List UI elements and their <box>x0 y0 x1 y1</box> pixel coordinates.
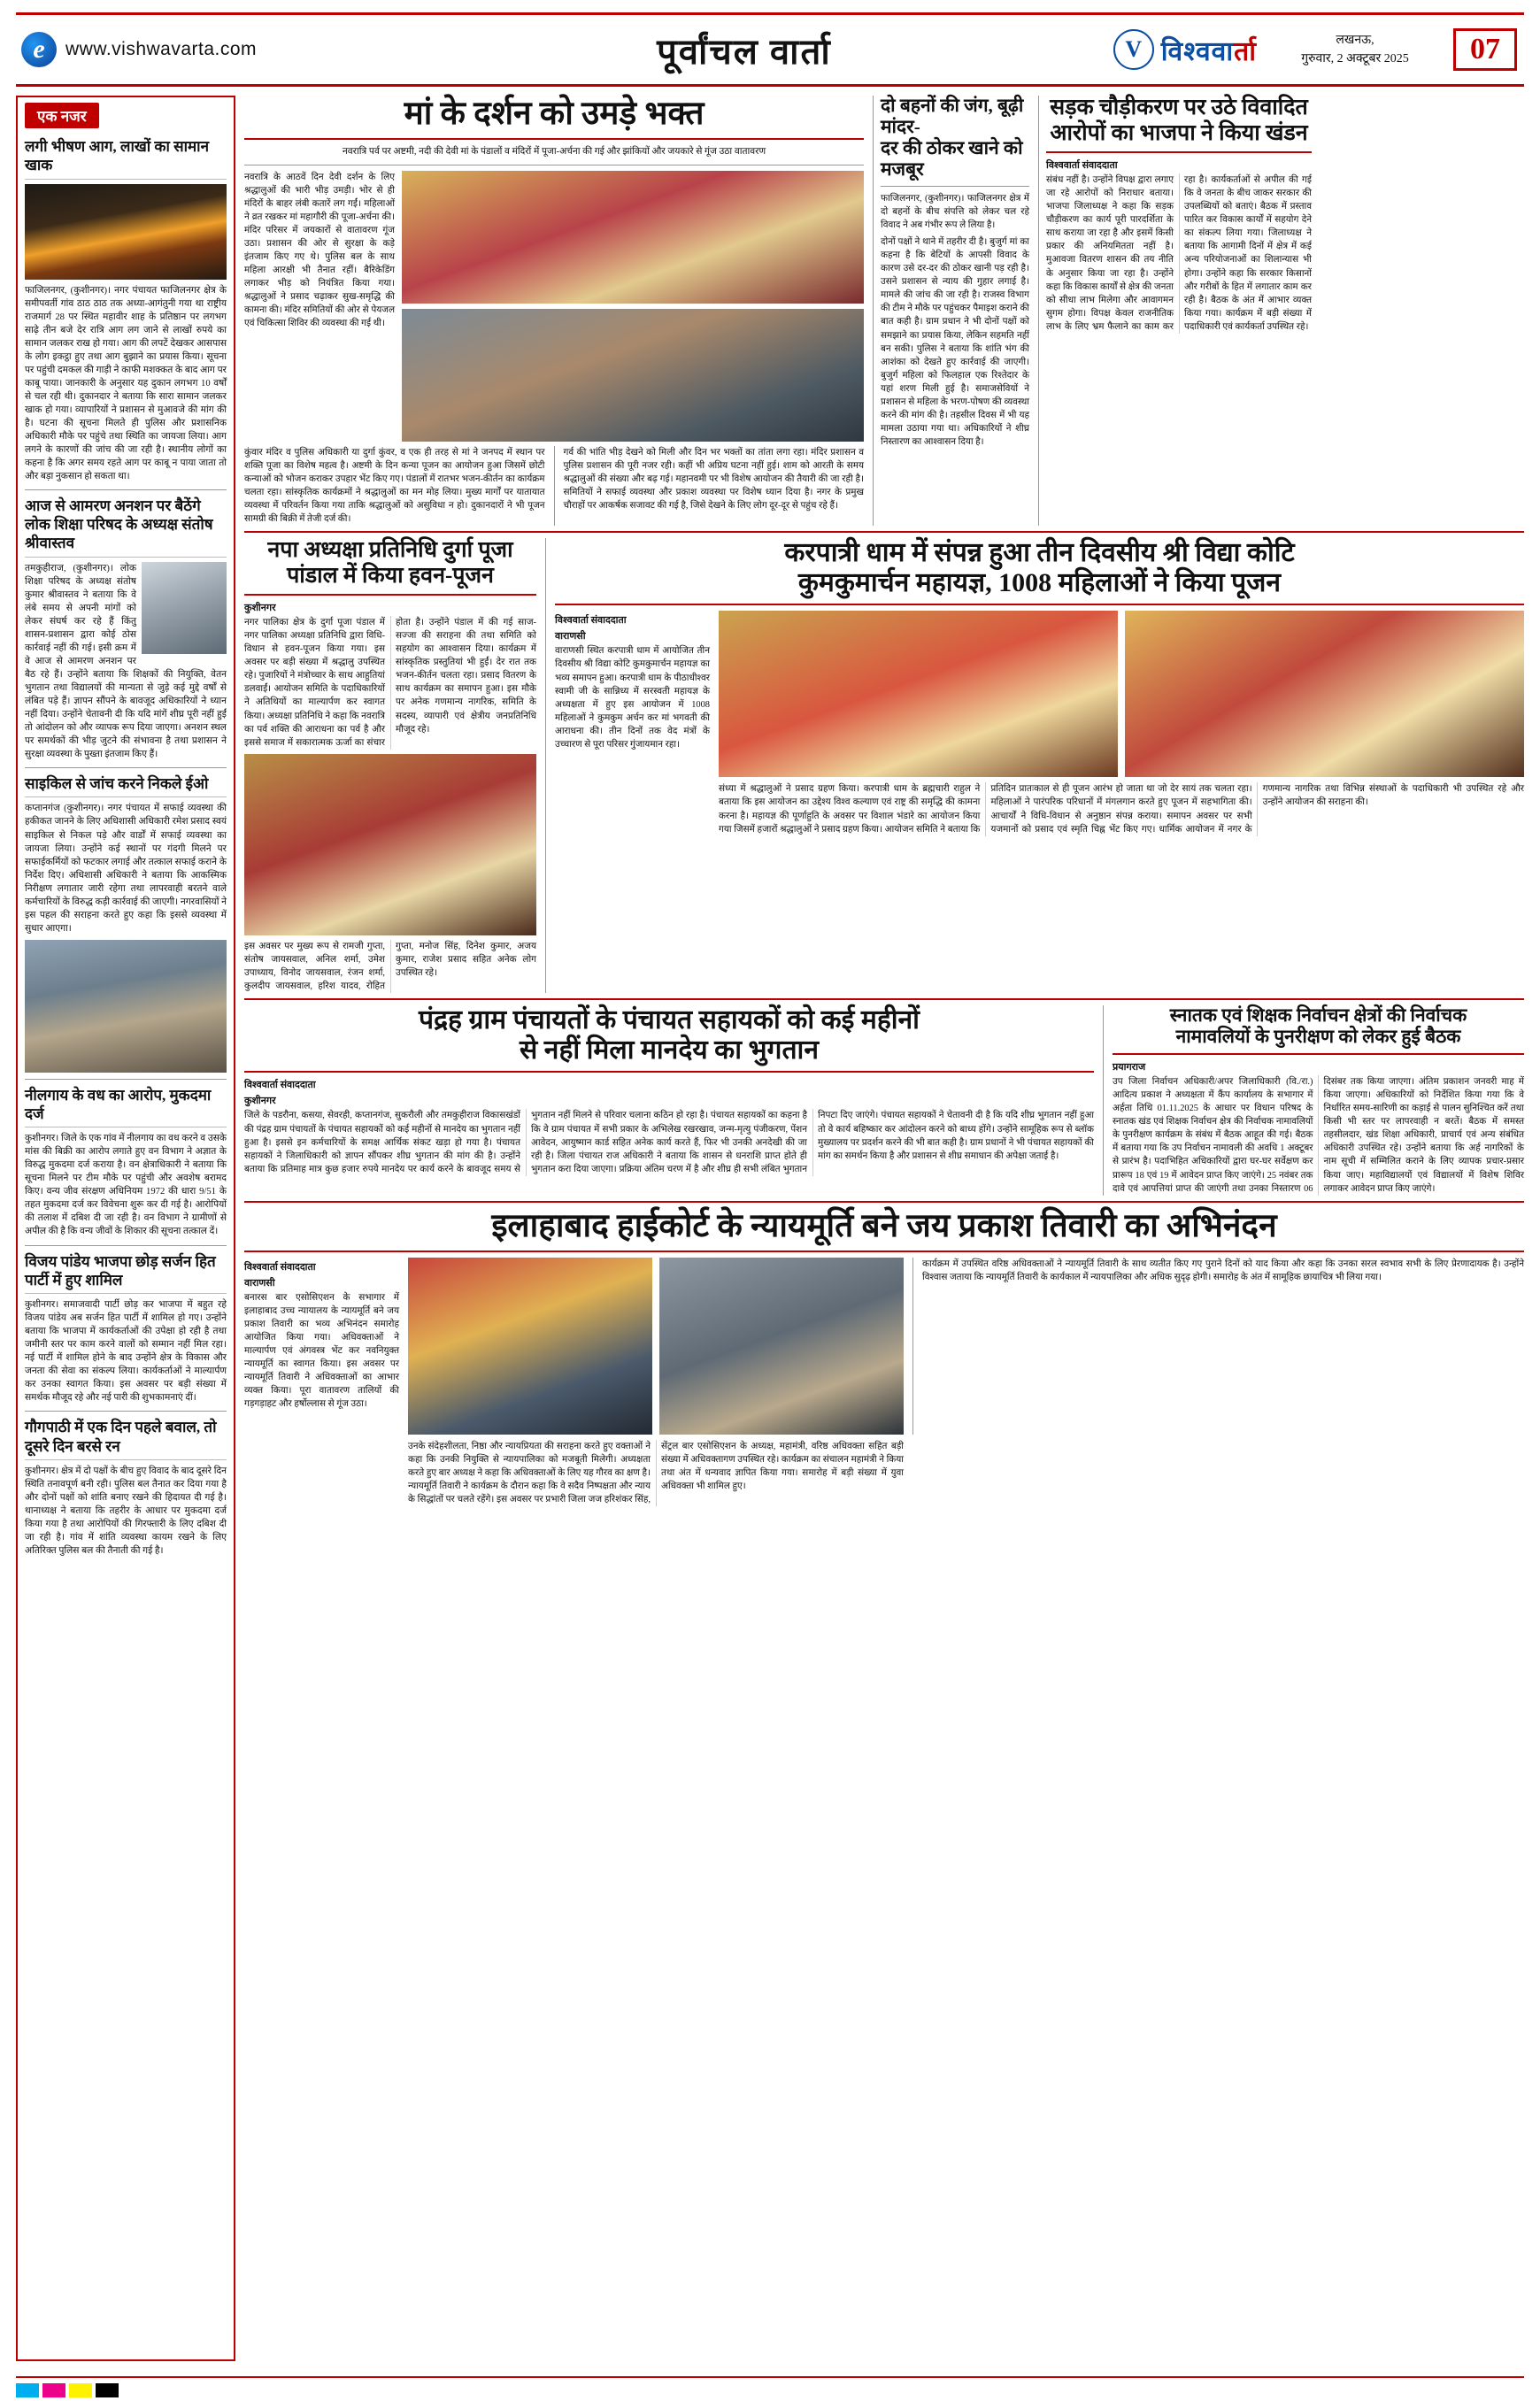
brand-name <box>1161 32 1257 68</box>
brief-item <box>25 496 227 761</box>
row-middle <box>244 538 1524 993</box>
story-names: इस अवसर पर मुख्य रूप से रामजी गुप्ता, संतोष जायसवाल, अनिल शर्मा, उमेश उपाध्याय, विनोद जायसवाल, रंजन शर्मा, कुलदीप जायसवाल, हरिश यादव, रोहित गुप्ता, मनोज सिंह, दिनेश कुमार, अजय कुमार, राजेश प्रसाद सहित अनेक लोग उपस्थित रहे। <box>244 941 536 992</box>
rule <box>244 1201 1524 1203</box>
website-url[interactable]: www.vishwavarta.com <box>65 39 258 59</box>
story-headline-line1: सड़क चौड़ीकरण पर उठे विवादित <box>1050 96 1308 119</box>
story-body-col3: इस अवसर पर प्रभारी जिला जज हरिशंकर सिंह, सेंट्रल बार एसोसिएशन के अध्यक्ष, महामंत्री, वरिष्ठ अधिवक्ता सहित बड़ी संख्या में अधिवक्तागण उपस्थित रहे। कार्यक्रम का संचालन महामंत्री ने किया तथा अंत में धन्यवाद ज्ञापित किया गया। समारोह में बड़ी संख्या में युवा अधिवक्ता भी शामिल हुए। <box>496 1441 904 1505</box>
highcourt-story <box>244 1208 1524 1507</box>
divider <box>25 767 227 768</box>
rule <box>555 604 1524 605</box>
story-body: संबंध नहीं है। उन्होंने विपक्ष द्वारा लगाए जा रहे आरोपों को निराधार बताया। भाजपा जिलाध्यक्ष ने कहा कि सड़क चौड़ीकरण का कार्य पूरी पारदर्शिता के साथ कराया जा रहा है और इसमें किसी प्रकार की अनियमितता नहीं है। मुआवजा वितरण शासन की तय नीति के अनुसार किया जा रहा है। उन्होंने कहा कि विकास कार्यों से क्षेत्र की जनता को सीधा लाभ मिलेगा और आवागमन सुगम होगा। विपक्ष केवल राजनीतिक लाभ के लिए भ्रम फैलाने का काम कर रहा है। कार्यकर्ताओं से अपील की गई कि वे जनता के बीच जाकर सरकार की उपलब्धियों को बताएं। बैठक में प्रस्ताव पारित कर विकास कार्यों में सहयोग देने का संकल्प लिया गया। जिलाध्यक्ष ने बताया कि आगामी दिनों में क्षेत्र में कई अन्य परियोजनाओं का शिलान्यास भी होगा। उन्होंने कहा कि सरकार किसानों और गरीबों के हित में लगातार काम कर रही है। बैठक के अंत में आभार व्यक्त किया गया। कार्यक्रम में बड़ी संख्या में पदाधिकारी एवं कार्यकर्ता उपस्थित रहे। <box>1046 175 1312 332</box>
story-headline-line1: करपात्री धाम में संपन्न हुआ तीन दिवसीय श्री विद्या कोटि <box>784 538 1295 567</box>
brand-name-part2: र्ता <box>1234 36 1257 66</box>
story-byline: फाजिलनगर, (कुशीनगर)। फाजिलनगर क्षेत्र में दो बहनों के बीच संपत्ति को लेकर चल रहे विवाद ने अब गंभीर रूप ले लिया है। <box>881 193 1029 230</box>
rule <box>244 531 1524 533</box>
story-body-col2: संध्या में श्रद्धालुओं ने प्रसाद ग्रहण किया। करपात्री धाम के ब्रह्मचारी राहुल ने बताया कि इस आयोजन का उद्देश्य विश्व कल्याण एवं राष्ट्र की समृद्धि की कामना करना है। महायज्ञ की पूर्णाहुति के अवसर पर विशाल भंडारे का आयोजन किया गया जिसमें हजारों श्रद्धालुओं ने प्रसाद ग्रहण किया। आयोजन समिति ने बताया कि प्रतिदिन प्रातःकाल से ही पूजन आरंभ हो जाता था जो देर सायं तक चलता रहा। <box>719 784 1252 835</box>
story-body-col1: वाराणसी स्थित करपात्री धाम में आयोजित तीन दिवसीय श्री विद्या कोटि कुमकुमार्चन महायज्ञ का भव्य समापन हुआ। करपात्री धाम के पीठाधीश्वर स्वामी जी के सान्निध्य में सरस्वती महायज्ञ के अध्यक्षता में हुए इस आयोजन में 1008 महिलाओं ने कुमकुम अर्चन कर मां भगवती की आराधना की। तीन दिनों तक वेद मंत्रों के उच्चारण से पूरा परिसर गुंजायमान रहा। <box>555 646 710 750</box>
ek-nazar-badge: एक नजर <box>25 103 99 128</box>
story-headline-line2: आरोपों का भाजपा ने किया खंडन <box>1050 120 1308 145</box>
rule <box>1113 1053 1524 1055</box>
crowd-photo <box>402 309 864 442</box>
story-byline: विश्ववार्ता संवाददाता <box>244 1080 316 1091</box>
masthead-right <box>1113 28 1519 71</box>
rule <box>244 998 1524 1000</box>
stage-photo <box>408 1258 652 1435</box>
cmyk-black <box>96 2383 119 2397</box>
story-body-rest <box>719 782 1524 835</box>
voter-roll-story <box>1103 1005 1524 1196</box>
place-label: लखनऊ, <box>1336 34 1374 47</box>
brief-headline: विजय पांडेय भाजपा छोड़ सर्जन हित पार्टी में हुए शामिल <box>25 1252 227 1295</box>
divider <box>25 1411 227 1412</box>
story-headline-line1: स्नातक एवं शिक्षक निर्वाचन क्षेत्रों की निर्वाचक <box>1169 1004 1467 1027</box>
lead-headline: मां के दर्शन को उमड़े भक्त <box>404 96 705 132</box>
story-headline-line1: दो बहनों की जंग, बूढ़ी मांदर- <box>881 95 1024 137</box>
epaper-logo-icon: e <box>21 32 57 67</box>
story-body: दोनों पक्षों ने थाने में तहरीर दी है। बुजुर्ग मां का कहना है कि बेटियों के आपसी विवाद के कारण उसे दर-दर की ठोकर खानी पड़ रही है। उसने प्रशासन से न्याय की गुहार लगाई है। मामले की जांच की जा रही है। राजस्व विभाग की टीम ने मौके पर पहुंचकर पैमाइश कराने की बात कही है। ग्राम प्रधान ने भी दोनों पक्षों को समझाने का प्रयास किया, लेकिन सहमति नहीं बन सकी। पुलिस ने बताया कि शांति भंग की आशंका को देखते हुए कार्रवाई की जाएगी। बुजुर्ग महिला को फिलहाल एक रिश्तेदार के यहां शरण मिली हुई है। समाजसेवियों ने प्रशासन से महिला के भरण-पोषण की व्यवस्था करने की मांग की है। तहसील दिवस में भी यह मामला उठाया गया था। अधिकारियों ने शीघ्र निस्तारण का आश्वासन दिया है। <box>881 236 1029 448</box>
temple-photo <box>402 171 864 304</box>
story-body-col2: उनके संदेहशीलता, निष्ठा और न्यायप्रियता की सराहना करते हुए वक्ताओं ने कहा कि उनकी नियुक्ति से न्यायपालिका को मजबूती मिलेगी। अध्यक्षता करते हुए बार अध्यक्ष ने कहा कि अधिवक्ताओं के लिए यह गौरव का क्षण है। न्यायमूर्ति तिवारी ने कार्यक्रम के दौरान कहा कि वे सदैव निष्पक्षता और न्याय के सिद्धांतों पर चलते रहेंगे। <box>408 1441 651 1505</box>
story-dateline: वाराणसी <box>244 1277 275 1289</box>
brand-block <box>1113 29 1257 70</box>
story-dateline: कुशीनगर <box>244 1096 276 1107</box>
page-content <box>16 96 1524 2361</box>
story-body-col3: महिलाओं ने पारंपरिक परिधानों में मंगलगान करते हुए पूजन में सहभागिता की। आचार्यों ने विधि-विधान से अनुष्ठान संपन्न कराया। समापन अवसर पर सभी यजमानों को प्रसाद एवं स्मृति चिह्न भेंट किए गए। धार्मिक आयोजन में नगर के गणमान्य नागरिक तथा विभिन्न संस्थाओं के पदाधिकारी भी उपस्थित रहे और उन्होंने आयोजन की सराहना की। <box>990 784 1524 835</box>
yagna-photo-1 <box>719 611 1118 777</box>
rule <box>244 594 536 596</box>
portrait-photo <box>142 562 227 654</box>
brief-headline: साइकिल से जांच करने निकले ईओ <box>25 774 227 797</box>
hawan-photo <box>244 754 536 935</box>
masthead <box>16 12 1524 87</box>
road-widening-story <box>1038 96 1312 526</box>
fire-photo <box>25 184 227 280</box>
story-body: उप जिला निर्वाचन अधिकारी/अपर जिलाधिकारी (वि./रा.) आदित्य प्रकाश ने अध्यक्षता में कैंप कार्यालय के सभागार में अर्हता तिथि 01.11.2025 के आधार पर विधान परिषद के स्नातक खंड एवं शिक्षक निर्वाचन क्षेत्र की निर्वाचक नामावलियों के पुनरीक्षण कार्यक्रम के संबंध में बैठक आहूत की गई। बैठक में बताया गया कि उप निर्वाचन नामावली की अवधि 1 अक्टूबर से प्रारंभ है। पदाभिहित अधिकारियों द्वारा घर-घर सर्वेक्षण कर प्रारूप 18 एवं 19 में आवेदन प्राप्त किए जाएंगे। 25 नवंबर तक दावे एवं आपत्तियां प्राप्त की जाएंगी तथा उनका निस्तारण 06 दिसंबर तक किया जाएगा। अंतिम प्रकाशन जनवरी माह में किया जाएगा। अधिकारियों को निर्देशित किया गया कि वे निर्धारित समय-सारिणी का कड़ाई से पालन सुनिश्चित करें तथा किसी भी स्तर पर लापरवाही न बरतें। बैठक में समस्त तहसीलदार, खंड शिक्षा अधिकारी, प्राचार्य एवं अन्य संबंधित अधिकारी उपस्थित रहे। उन्होंने बताया कि अर्ह नागरिकों के नाम सूची में सम्मिलित कराने के लिए व्यापक प्रचार-प्रसार किया जाए। महाविद्यालयों एवं विद्यालयों में विशेष शिविर लगाकर आवेदन प्राप्त किए जाएंगे। <box>1113 1076 1524 1194</box>
lead-body-col1: नवरात्रि के आठवें दिन देवी दर्शन के लिए श्रद्धालुओं की भारी भीड़ उमड़ी। भोर से ही मंदिरों के बाहर लंबी कतारें लग गईं। महिलाओं ने व्रत रखकर मां महागौरी की पूजा-अर्चना की। मंदिर परिसर में जयकारों से वातावरण गूंज उठा। प्रशासन की ओर से सुरक्षा के कड़े इंतजाम किए गए थे। पुलिस बल के साथ महिला आरक्षी भी तैनात रहीं। बैरिकेडिंग लगाकर भीड़ को नियंत्रित किया गया। श्रद्धालुओं ने प्रसाद चढ़ाकर सुख-समृद्धि की कामना की। मंदिर समितियों की ओर से पेयजल एवं चिकित्सा शिविर की व्यवस्था की गई थी। <box>244 172 395 329</box>
story-headline-line2: पांडाल में किया हवन-पूजन <box>287 563 494 588</box>
brief-headline: गौगपाठी में एक दिन पहले बवाल, तो दूसरे दिन बरसे रन <box>25 1418 227 1460</box>
brief-headline: आज से आमरण अनशन पर बैठेंगे लोक शिक्षा परिषद के अध्यक्ष संतोष श्रीवास्तव <box>25 496 227 558</box>
footer-rule <box>16 2376 1524 2378</box>
story-headline-line2: कुमकुमार्चन महायज्ञ, 1008 महिलाओं ने किया पूजन <box>797 568 1282 598</box>
masthead-center <box>375 26 1113 74</box>
rule <box>244 138 864 140</box>
brief-item <box>25 1418 227 1558</box>
main-column <box>244 96 1524 2361</box>
cmyk-cyan <box>16 2383 39 2397</box>
brief-body: कुशीनगर। क्षेत्र में दो पक्षों के बीच हुए विवाद के बाद दूसरे दिन स्थिति तनावपूर्ण बनी रही। पुलिस बल तैनात कर दिया गया है और दोनों पक्षों को शांति बनाए रखने की हिदायत दी गई है। थानाध्यक्ष ने बताया कि तहरीर के आधार पर मुकदमा दर्ज किया गया है तथा आरोपियों की गिरफ्तारी के लिए दबिश दी जा रही है। गांव में शांति व्यवस्था कायम रखने के लिए अतिरिक्त पुलिस बल की तैनाती की गई है। <box>25 1466 227 1556</box>
cmyk-yellow <box>69 2383 92 2397</box>
story-byline: कुशीनगर <box>244 603 276 613</box>
section-title: पूर्वांचल वार्ता <box>657 31 832 72</box>
story-body-col4: कार्यक्रम में उपस्थित वरिष्ठ अधिवक्ताओं ने न्यायमूर्ति तिवारी के साथ व्यतीत किए गए पुराने दिनों को याद किया और कहा कि उनका सरल स्वभाव सभी के लिए प्रेरणादायक है। उन्होंने विश्वास जताया कि न्यायमूर्ति तिवारी के कार्यकाल में न्यायपालिका और अधिक सुदृढ़ होगी। समारोह के अंत में सामूहिक छायाचित्र भी लिया गया। <box>922 1258 1524 1282</box>
story-byline: विश्ववार्ता संवाददाता <box>555 615 627 627</box>
row-top <box>244 96 1524 526</box>
lead-story <box>244 96 864 526</box>
rule <box>1046 151 1312 153</box>
story-headline: इलाहाबाद हाईकोर्ट के न्यायमूर्ति बने जय प्रकाश तिवारी का अभिनंदन <box>491 1207 1277 1244</box>
story-headline-line2: से नहीं मिला मानदेय का भुगतान <box>520 1035 819 1066</box>
brand-logo-icon: V <box>1113 29 1154 70</box>
divider <box>25 1079 227 1080</box>
audience-photo <box>659 1258 904 1435</box>
story-body-lower <box>408 1440 904 1506</box>
story-headline-line1: नपा अध्यक्षा प्रतिनिधि दुर्गा पूजा <box>267 538 513 562</box>
story-byline: विश्ववार्ता संवाददाता <box>1046 160 1118 171</box>
story-dateline: वाराणसी <box>555 631 586 643</box>
brief-body: फाजिलनगर, (कुशीनगर)। नगर पंचायत फाजिलनगर क्षेत्र के समीपवर्ती गांव ठाठ ठाठ तक अध्या-आगंतुनी गया था राष्ट्रीय राजमार्ग 28 पर स्थित महावीर शाह के प्रतिष्ठान पर लगभग साढ़े तीन बजे देर रात्रि आग लग जाने से लाखों रुपये का सामान जलकर राख हो गया। आग की लपटें देखकर आसपास के लोग इकट्ठा हुए तथा आग बुझाने का प्रयास किया। सूचना पर पहुंची दमकल की गाड़ी ने काफी मशक्कत के बाद आग पर काबू पाया। जानकारी के अनुसार यह दुकान लगभग 10 वर्षों से चल रही थी। दुकानदार ने बताया कि सारा सामान जलकर खाक हो गया। व्यापारियों ने प्रशासन से मुआवजे की मांग की है। घटना की सूचना मिलते ही पुलिस और प्रशासनिक अधिकारी मौके पर पहुंचे तथा स्थिति का जायजा लिया। आग लगने के कारणों की जांच की जा रही है। स्थानीय लोगों का कहना है कि अगर समय रहते आग पर काबू न पाया जाता तो और बड़ा नुकसान हो सकता था। <box>25 285 227 481</box>
date-label: गुरुवार, 2 अक्टूबर 2025 <box>1301 52 1409 65</box>
brief-item <box>25 1086 227 1239</box>
row-third <box>244 1005 1524 1196</box>
brief-item <box>25 774 227 1073</box>
cmyk-registration-bar <box>16 2383 119 2397</box>
lead-body-col3: गर्व की भांति भीड़ देखने को मिली और दिन भर भक्तों का तांता लगा रहा। मंदिर प्रशासन व पुलिस प्रशासन की पूरी नजर रही। कहीं भी अप्रिय घटना नहीं हुई। शाम को आरती के समय श्रद्धालुओं की संख्या और बढ़ गई। महानवमी पर भी विशेष आयोजन की तैयारी की जा रही है। समितियों ने सफाई व्यवस्था और प्रकाश व्यवस्था पर विशेष ध्यान दिया है। नगर के प्रमुख चौराहों पर आकर्षक सजावट की गई है, जिसे देखने के लिए लोग दूर-दूर से पहुंच रहे हैं। <box>563 447 864 511</box>
brief-body: कुशीनगर। जिले के एक गांव में नीलगाय का वध करने व उसके मांस की बिक्री का आरोप लगाते हुए वन विभाग ने अज्ञात के विरुद्ध मुकदमा दर्ज कराया है। वन क्षेत्राधिकारी ने बताया कि सूचना मिलने पर टीम मौके पर पहुंची और अवशेष बरामद किए। वन्य जीव संरक्षण अधिनियम 1972 की धारा 9/51 के तहत मुकदमा दर्ज कर विवेचना शुरू कर दी गई है। आरोपियों की तलाश में दबिश दी जा रही है। वन विभाग ने ग्रामीणों से अपील की है कि वन्य जीवों के शिकार की सूचना तत्काल दें। <box>25 1134 227 1237</box>
brand-name-part1: विश्ववा <box>1160 36 1235 66</box>
brief-body: कुशीनगर। समाजवादी पार्टी छोड़ कर भाजपा में बहुत रहे विजय पांडेय अब सर्जन हित पार्टी में शामिल हो गए। उन्होंने बताया कि भाजपा में कार्यकर्ताओं की उपेक्षा हो रही है तथा जमीनी स्तर पर काम करने वालों को सम्मान नहीं मिल रहा। नई पार्टी में शामिल होने के बाद उन्होंने क्षेत्र के विकास और जनता की सेवा का संकल्प लिया। कार्यकर्ताओं ने माल्यार्पण कर उनका स्वागत किया। इस अवसर पर बड़ी संख्या में समर्थक मौजूद रहे और नई पारी की शुभकामनाएं दीं। <box>25 1300 227 1404</box>
story-headline-line1: पंद्रह ग्राम पंचायतों के पंचायत सहायकों को कई महीनों <box>419 1005 920 1035</box>
masthead-left <box>21 32 375 67</box>
divider <box>25 1245 227 1246</box>
story-byline: प्रयागराज <box>1113 1061 1146 1073</box>
yagna-photo-2 <box>1125 611 1524 777</box>
cmyk-magenta <box>42 2383 65 2397</box>
brief-item <box>25 137 227 483</box>
brief-body: तमकुहीराज, (कुशीनगर)। लोक शिक्षा परिषद के अध्यक्ष संतोष कुमार श्रीवास्तव ने बताया कि वे लंबे समय से अपनी मांगों को लेकर संघर्ष कर रहे हैं किंतु शासन-प्रशासन द्वारा कोई ठोस कार्रवाई नहीं की गई। इसी क्रम में वे आज से आमरण अनशन पर बैठ रहे हैं। उन्होंने बताया कि शिक्षकों की नियुक्ति, वेतन भुगतान तथा विद्यालयों की मान्यता से जुड़े कई मुद्दे वर्षों से लंबित पड़े हैं। ज्ञापन सौंपने के बावजूद अधिकारियों ने ध्यान नहीं दिया। उन्होंने चेतावनी दी कि यदि मांगें शीघ्र पूरी नहीं हुईं तो आंदोलन को और व्यापक रूप दिया जाएगा। अनशन स्थल पर समर्थकों की भीड़ जुटने की संभावना है तथा प्रशासन ने सुरक्षा व्यवस्था के पुख्ता इंतजाम किए हैं। <box>25 563 227 760</box>
rule <box>244 1071 1094 1073</box>
story-headline-line2: नामावलियों के पुनरीक्षण को लेकर हुई बैठक <box>1175 1026 1461 1048</box>
story-headline-line2: दर की ठोकर खाने को मजबूर <box>881 136 1023 180</box>
brief-headline: लगी भीषण आग, लाखों का सामान खाक <box>25 137 227 180</box>
vidya-yagna-story <box>545 538 1524 993</box>
ek-nazar-column <box>16 96 235 2361</box>
page-number: 07 <box>1453 28 1517 71</box>
story-byline: विश्ववार्ता संवाददाता <box>244 1261 316 1273</box>
rule <box>881 186 1029 187</box>
brief-body: कप्तानगंज (कुशीनगर)। नगर पंचायत में सफाई व्यवस्था की हकीकत जानने के लिए अधिशासी अधिकारी रमेश प्रसाद स्वयं साइकिल से निकल पड़े और वार्डों में सफाई व्यवस्था का जायजा लिया। उन्होंने कई स्थानों पर गंदगी मिलने पर सफाईकर्मियों को फटकार लगाई और तत्काल सफाई कराने के निर्देश दिए। अधिशासी अधिकारी ने बताया कि आकस्मिक निरीक्षण लगातार जारी रहेगा तथा लापरवाही बरतने वाले कर्मचारियों के विरुद्ध कड़ी कार्रवाई की जाएगी। नगरवासियों ने इस पहल की सराहना करते हुए कहा कि इससे व्यवस्था में सुधार आएगा। <box>25 804 227 934</box>
lead-subhead: नवरात्रि पर्व पर अष्टमी, नदी की देवी मां के पंडालों व मंदिरों में पूजा-अर्चना की गई और झांकियों और जयकारे से गूंज उठा वातावरण <box>342 147 766 158</box>
brief-headline: नीलगाय के वध का आरोप, मुकदमा दर्ज <box>25 1086 227 1128</box>
masthead-meta <box>1271 31 1439 68</box>
two-sisters-story <box>873 96 1029 526</box>
rule <box>244 1251 1524 1252</box>
story-body-col1: बनारस बार एसोसिएशन के सभागार में इलाहाबाद उच्च न्यायालय के न्यायमूर्ति बने जय प्रकाश तिवारी का भव्य अभिनंदन समारोह आयोजित किया गया। अधिवक्ताओं ने माल्यार्पण एवं अंगवस्त्र भेंट कर नवनियुक्त न्यायमूर्ति का स्वागत किया। इस अवसर पर न्यायमूर्ति तिवारी ने अधिवक्ताओं का आभार व्यक्त किया। पूरा वातावरण तालियों की गड़गड़ाहट और हर्षोल्लास से गूंज उठा। <box>244 1292 399 1410</box>
brief-item <box>25 1252 227 1405</box>
story-body: जिले के पडरौना, कसया, सेवरही, कप्तानगंज, सुकरौली और तमकुहीराज विकासखंडों की पंद्रह ग्राम पंचायतों के पंचायत सहायकों को कई महीनों से मानदेय का भुगतान नहीं हुआ है। इससे इन कर्मचारियों के समक्ष आर्थिक संकट खड़ा हो गया है। पंचायत सहायकों ने जिलाधिकारी को ज्ञापन सौंपकर शीघ्र भुगतान की मांग की है। उन्होंने बताया कि प्रतिमाह मात्र कुछ हजार रुपये मानदेय पर कार्य करने के बावजूद समय से भुगतान नहीं मिलने से परिवार चलाना कठिन हो रहा है। पंचायत सहायकों का कहना है कि वे ग्राम पंचायत में सभी प्रकार के अभिलेख रखरखाव, जन्म-मृत्यु पंजीकरण, पेंशन आवेदन, आयुष्मान कार्ड सहित अनेक कार्य करते हैं, फिर भी उनकी अनदेखी की जा रही है। जिला पंचायत राज अधिकारी ने बताया कि शासन से धनराशि प्राप्त होते ही भुगतान करा दिया जाएगा। प्रक्रिया अंतिम चरण में है और शीघ्र ही सभी लंबित भुगतान निपटा दिए जाएंगे। पंचायत सहायकों ने चेतावनी दी है कि यदि शीघ्र भुगतान नहीं हुआ तो वे कार्य बहिष्कार कर आंदोलन करने को बाध्य होंगे। उन्होंने सामूहिक रूप से ब्लॉक मुख्यालय पर प्रदर्शन करने की भी बात कही है। ग्राम प्रधानों ने भी पंचायत सहायकों की मांग का समर्थन किया है और प्रशासन से शीघ्र समाधान की अपेक्षा जताई है। <box>244 1111 1094 1174</box>
divider <box>25 489 227 490</box>
panchayat-story <box>244 1005 1094 1196</box>
cycle-photo <box>25 940 227 1073</box>
hawan-story <box>244 538 536 993</box>
lead-body-col2: कुंवार मंदिर व पुलिस अधिकारी या दुर्गा कुंवर, व एक ही तरह से मां ने जनपद में स्थान पर शक्ति पूजा का विशेष महत्व है। अष्टमी के दिन कन्या पूजन का आयोजन हुआ जिसमें छोटी कन्याओं को भोजन कराकर उपहार भेंट किए गए। पंडालों में रातभर भजन-कीर्तन का कार्यक्रम चलता रहा। सांस्कृतिक कार्यक्रमों ने श्रद्धालुओं का मन मोह लिया। मुख्य मार्गों पर यातायात व्यवस्था में परिवर्तन किया गया ताकि श्रद्धालुओं को असुविधा न हो। दुकानदारों ने भी पूजन सामग्री की बिक्री में तेजी दर्ज की। <box>244 447 545 524</box>
story-body: नगर पालिका क्षेत्र के दुर्गा पूजा पंडाल में नगर पालिका अध्यक्षा प्रतिनिधि द्वारा विधि-विधान से हवन-पूजन किया गया। इस अवसर पर बड़ी संख्या में श्रद्धालु उपस्थित रहे। पुजारियों ने मंत्रोच्चार के साथ आहुतियां डलवाईं। आयोजन समिति के पदाधिकारियों ने अतिथियों का माल्यार्पण कर स्वागत किया। अध्यक्षा प्रतिनिधि ने कहा कि नवरात्रि का पर्व शक्ति की आराधना का पर्व है और इससे समाज में सकारात्मक ऊर्जा का संचार होता है। उन्होंने पंडाल में की गई साज-सज्जा की सराहना की तथा समिति को सहयोग का आश्वासन दिया। कार्यक्रम में सांस्कृतिक प्रस्तुतियां भी हुईं। देर रात तक भजन-कीर्तन चलता रहा। प्रसाद वितरण के साथ कार्यक्रम का समापन हुआ। इस मौके पर अनेक गणमान्य नागरिक, समिति के सदस्य, व्यापारी एवं क्षेत्रीय जनप्रतिनिधि मौजूद रहे। <box>244 618 536 748</box>
